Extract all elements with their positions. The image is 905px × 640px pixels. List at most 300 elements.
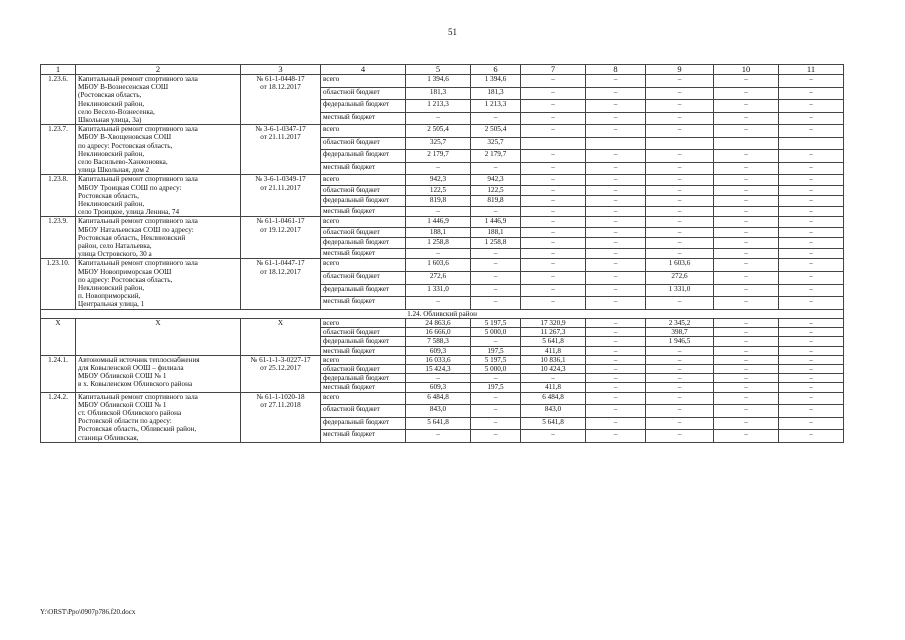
amount-cell: – <box>779 150 844 163</box>
document-ref <box>241 125 321 175</box>
amount-cell: 1 446,9 <box>406 217 471 228</box>
document-ref-line: № 61-1-0448-17 <box>256 75 305 83</box>
amount-cell: 1 603,6 <box>406 259 471 272</box>
amount-cell: – <box>779 284 844 297</box>
funding-source: местный бюджет <box>321 112 406 125</box>
amount-cell: – <box>714 284 779 297</box>
item-number <box>41 355 76 392</box>
funding-source: федеральный бюджет <box>321 150 406 163</box>
amount-cell: 2 179,7 <box>471 150 521 163</box>
amount-cell: – <box>646 392 714 405</box>
document-ref <box>241 392 321 442</box>
amount-cell: 609,3 <box>406 383 471 392</box>
funding-source: всего <box>321 75 406 88</box>
amount-cell: – <box>779 185 844 196</box>
amount-cell: – <box>714 259 779 272</box>
table-row <box>41 355 844 364</box>
amount-cell: – <box>586 430 646 443</box>
amount-cell: 2 505,4 <box>471 125 521 138</box>
item-number <box>41 125 76 175</box>
table-row <box>41 259 844 272</box>
amount-cell: – <box>586 175 646 186</box>
description-line: Неклиновский район, <box>78 200 145 209</box>
item-number <box>41 259 76 309</box>
funding-source: федеральный бюджет <box>321 417 406 430</box>
amount-cell: 843,0 <box>406 405 471 418</box>
amount-cell: – <box>521 284 586 297</box>
amount-cell: – <box>779 355 844 364</box>
amount-cell: 411,8 <box>521 383 586 392</box>
funding-source: областной бюджет <box>321 227 406 238</box>
amount-cell: – <box>714 297 779 310</box>
document-ref-line: № 61-1-1-3-0227-17 <box>250 355 311 364</box>
amount-cell: 1 331,0 <box>406 284 471 297</box>
amount-cell: – <box>779 196 844 207</box>
column-number: 10 <box>714 65 779 75</box>
amount-cell: – <box>471 259 521 272</box>
amount-cell: – <box>779 364 844 373</box>
amount-cell: – <box>586 125 646 138</box>
column-number: 5 <box>406 65 471 75</box>
amount-cell: – <box>586 355 646 364</box>
item-description <box>76 318 241 355</box>
amount-cell: – <box>779 162 844 175</box>
description-line: Неклиновский район, <box>78 99 145 108</box>
description-line: Автономный источник теплоснабжения <box>78 355 200 364</box>
description-line: МБОУ Натальевская СОШ по адресу: <box>78 225 194 234</box>
funding-source: федеральный бюджет <box>321 374 406 383</box>
amount-cell: – <box>471 206 521 217</box>
funding-source: областной бюджет <box>321 405 406 418</box>
column-number: 8 <box>586 65 646 75</box>
amount-cell: – <box>586 75 646 88</box>
amount-cell: – <box>586 392 646 405</box>
item-number-text: Х <box>55 318 61 327</box>
amount-cell: 1 946,5 <box>646 337 714 346</box>
amount-cell: – <box>406 374 471 383</box>
section-title: 1.24. Обливский район <box>41 309 844 318</box>
amount-cell: – <box>646 346 714 355</box>
funding-source: областной бюджет <box>321 137 406 150</box>
amount-cell: 181,3 <box>471 87 521 100</box>
amount-cell: – <box>714 238 779 249</box>
amount-cell: – <box>521 185 586 196</box>
amount-cell: – <box>779 125 844 138</box>
description-line: Ростовская область, Обливский район, <box>78 425 197 434</box>
amount-cell: – <box>586 383 646 392</box>
description-line: Х <box>155 318 161 327</box>
document-ref-line: от 21.11.2017 <box>260 133 301 142</box>
description-line: Школьная улица, 3а) <box>78 116 142 125</box>
amount-cell: – <box>714 150 779 163</box>
amount-cell: – <box>521 248 586 259</box>
amount-cell: – <box>714 125 779 138</box>
amount-cell <box>586 137 646 150</box>
amount-cell: – <box>586 417 646 430</box>
funding-source: местный бюджет <box>321 383 406 392</box>
item-description <box>76 355 241 392</box>
amount-cell: – <box>646 248 714 259</box>
funding-source: всего <box>321 392 406 405</box>
description-line: в х. Ковыленском Обливского района <box>78 380 193 389</box>
column-number: 1 <box>41 65 76 75</box>
column-number: 9 <box>646 65 714 75</box>
amount-cell: – <box>779 417 844 430</box>
amount-cell: – <box>586 328 646 337</box>
amount-cell: – <box>714 75 779 88</box>
amount-cell: – <box>471 297 521 310</box>
amount-cell: – <box>646 417 714 430</box>
description-line: по адресу: Ростовская область, <box>78 275 173 284</box>
description-line: МБОУ Новоприморская ООШ <box>78 267 172 276</box>
amount-cell: – <box>779 217 844 228</box>
amount-cell: – <box>521 150 586 163</box>
amount-cell: 819,8 <box>471 196 521 207</box>
amount-cell: – <box>471 405 521 418</box>
funding-source: местный бюджет <box>321 346 406 355</box>
document-ref-line: № 3-6-1-0349-17 <box>255 175 306 184</box>
description-line: МБОУ В-Хвощеновская СОШ <box>78 133 172 142</box>
amount-cell <box>714 137 779 150</box>
section-row <box>41 309 844 318</box>
amount-cell: – <box>471 162 521 175</box>
amount-cell: – <box>586 206 646 217</box>
document-ref <box>241 217 321 259</box>
column-number: 4 <box>321 65 406 75</box>
document-ref-line: № 61-1-0447-17 <box>256 259 305 268</box>
amount-cell: – <box>586 284 646 297</box>
description-line: район, село Натальевка, <box>78 242 152 251</box>
amount-cell: 11 267,3 <box>521 328 586 337</box>
amount-cell: – <box>714 355 779 364</box>
description-line: Ростовская область, Неклиновский <box>78 233 186 242</box>
amount-cell: – <box>471 430 521 443</box>
funding-source: федеральный бюджет <box>321 238 406 249</box>
description-line: Капитальный ремонт спортивного зала <box>78 125 198 134</box>
amount-cell: – <box>646 430 714 443</box>
amount-cell: – <box>779 112 844 125</box>
document-ref <box>241 355 321 392</box>
amount-cell: – <box>521 112 586 125</box>
amount-cell: 398,7 <box>646 328 714 337</box>
amount-cell: – <box>586 272 646 285</box>
document-ref-line: от 18.12.2017 <box>260 267 301 276</box>
description-line: Капитальный ремонт спортивного зала <box>78 175 198 184</box>
funding-source: областной бюджет <box>321 272 406 285</box>
item-description <box>76 175 241 217</box>
amount-cell: – <box>646 206 714 217</box>
amount-cell: 1 446,9 <box>471 217 521 228</box>
funding-source: местный бюджет <box>321 297 406 310</box>
amount-cell: – <box>521 430 586 443</box>
amount-cell: 843,0 <box>521 405 586 418</box>
amount-cell: 10 424,3 <box>521 364 586 373</box>
amount-cell: – <box>471 248 521 259</box>
item-number-text: 1.24.1. <box>48 355 68 364</box>
funding-source: федеральный бюджет <box>321 337 406 346</box>
item-description <box>76 392 241 442</box>
amount-cell: – <box>779 206 844 217</box>
funding-source: областной бюджет <box>321 87 406 100</box>
amount-cell: – <box>779 297 844 310</box>
amount-cell: 1 258,8 <box>406 238 471 249</box>
amount-cell: – <box>779 248 844 259</box>
amount-cell: 272,6 <box>406 272 471 285</box>
amount-cell: – <box>646 364 714 373</box>
document-ref-line: от 25.12.2017 <box>260 363 301 372</box>
description-line: ст. Обливской Обливского района <box>78 408 182 417</box>
amount-cell: – <box>714 100 779 113</box>
item-description <box>76 125 241 175</box>
amount-cell: – <box>521 227 586 238</box>
amount-cell: – <box>714 87 779 100</box>
amount-cell: 1 258,8 <box>471 238 521 249</box>
item-number-text: 1.24.2. <box>48 392 68 401</box>
amount-cell: 181,3 <box>406 87 471 100</box>
amount-cell: – <box>406 430 471 443</box>
funding-source: местный бюджет <box>321 248 406 259</box>
amount-cell: – <box>586 297 646 310</box>
amount-cell: 5 641,8 <box>521 417 586 430</box>
column-number: 11 <box>779 65 844 75</box>
document-ref-line: № 61-1-0461-17 <box>256 217 305 226</box>
column-number: 3 <box>241 65 321 75</box>
amount-cell: – <box>521 175 586 186</box>
amount-cell: – <box>521 125 586 138</box>
amount-cell: 1 394,6 <box>471 75 521 88</box>
amount-cell: – <box>521 238 586 249</box>
document-ref-line: от 19.12.2017 <box>260 225 301 234</box>
description-line: Капитальный ремонт спортивного зала <box>78 259 198 268</box>
column-numbers-row <box>41 65 844 75</box>
document-ref <box>241 175 321 217</box>
amount-cell: – <box>646 175 714 186</box>
item-number <box>41 175 76 217</box>
description-line: Капитальный ремонт спортивного зала <box>78 75 198 83</box>
amount-cell: – <box>471 392 521 405</box>
item-number-text: 1.23.9. <box>48 217 68 226</box>
amount-cell: – <box>646 383 714 392</box>
amount-cell: – <box>521 272 586 285</box>
item-number <box>41 75 76 125</box>
amount-cell: – <box>586 112 646 125</box>
budget-table <box>40 64 844 443</box>
amount-cell: – <box>779 328 844 337</box>
amount-cell: – <box>779 405 844 418</box>
amount-cell: – <box>779 318 844 327</box>
amount-cell: 325,7 <box>471 137 521 150</box>
item-description <box>76 217 241 259</box>
description-line: Неклиновский район, <box>78 149 145 158</box>
amount-cell: – <box>779 175 844 186</box>
table-row <box>41 217 844 228</box>
amount-cell: – <box>714 318 779 327</box>
amount-cell: – <box>586 162 646 175</box>
amount-cell: – <box>714 175 779 186</box>
amount-cell: – <box>646 112 714 125</box>
amount-cell: 942,3 <box>471 175 521 186</box>
amount-cell: – <box>714 405 779 418</box>
table-row <box>41 318 844 327</box>
amount-cell: 5 000,0 <box>471 328 521 337</box>
amount-cell: – <box>586 374 646 383</box>
amount-cell <box>646 137 714 150</box>
amount-cell: 1 213,3 <box>471 100 521 113</box>
description-line: село Васильево-Ханжоновка, <box>78 158 168 167</box>
amount-cell: 5 197,5 <box>471 318 521 327</box>
item-number <box>41 217 76 259</box>
amount-cell: – <box>586 405 646 418</box>
column-number: 2 <box>76 65 241 75</box>
description-line: Неклиновский район, <box>78 284 145 293</box>
amount-cell: – <box>779 346 844 355</box>
description-line: по адресу: Ростовская область, <box>78 141 173 150</box>
amount-cell: – <box>714 328 779 337</box>
amount-cell: – <box>714 217 779 228</box>
amount-cell: – <box>646 227 714 238</box>
column-number: 6 <box>471 65 521 75</box>
amount-cell: – <box>521 87 586 100</box>
file-path-footer: Y:\ORST\Ppo\0907p786.f20.docx <box>40 608 136 616</box>
document-ref-line: Х <box>277 318 284 327</box>
amount-cell: – <box>779 392 844 405</box>
amount-cell: – <box>521 206 586 217</box>
funding-source: всего <box>321 318 406 327</box>
item-number-text: 1.23.6. <box>48 75 68 83</box>
funding-source: федеральный бюджет <box>321 284 406 297</box>
amount-cell: – <box>521 297 586 310</box>
amount-cell: – <box>586 318 646 327</box>
amount-cell: – <box>586 248 646 259</box>
amount-cell: – <box>646 125 714 138</box>
funding-source: федеральный бюджет <box>321 100 406 113</box>
item-description <box>76 75 241 125</box>
table-row <box>41 75 844 88</box>
document-ref-line: от 18.12.2017 <box>260 83 301 92</box>
funding-source: областной бюджет <box>321 364 406 373</box>
amount-cell: 325,7 <box>406 137 471 150</box>
description-line: п. Новоприморский, <box>78 292 141 301</box>
amount-cell: 2 345,2 <box>646 318 714 327</box>
amount-cell: – <box>714 383 779 392</box>
amount-cell: – <box>586 337 646 346</box>
funding-source: областной бюджет <box>321 328 406 337</box>
amount-cell: – <box>646 374 714 383</box>
amount-cell: 1 394,6 <box>406 75 471 88</box>
amount-cell: – <box>779 75 844 88</box>
item-number <box>41 392 76 442</box>
amount-cell: 188,1 <box>406 227 471 238</box>
amount-cell <box>521 137 586 150</box>
item-number-text: 1.23.7. <box>48 125 68 134</box>
amount-cell: – <box>406 206 471 217</box>
amount-cell: 942,3 <box>406 175 471 186</box>
amount-cell: – <box>586 259 646 272</box>
page-number: 51 <box>448 27 457 37</box>
funding-source: всего <box>321 175 406 186</box>
description-line: МБОУ В-Вознесенская СОШ <box>78 83 169 92</box>
description-line: (Ростовская область, <box>78 91 142 100</box>
amount-cell: – <box>714 337 779 346</box>
amount-cell: – <box>779 100 844 113</box>
amount-cell: 6 484,8 <box>406 392 471 405</box>
amount-cell: – <box>779 259 844 272</box>
amount-cell: – <box>586 196 646 207</box>
amount-cell: – <box>586 150 646 163</box>
description-line: село Весело-Вознесенка, <box>78 107 155 116</box>
amount-cell: – <box>779 87 844 100</box>
amount-cell: 5 641,8 <box>406 417 471 430</box>
funding-source: местный бюджет <box>321 206 406 217</box>
funding-source: местный бюджет <box>321 162 406 175</box>
amount-cell: – <box>586 87 646 100</box>
amount-cell: 5 000,0 <box>471 364 521 373</box>
description-line: для Ковыленской ООШ – филиала <box>78 363 184 372</box>
amount-cell: 1 213,3 <box>406 100 471 113</box>
table-row <box>41 175 844 186</box>
amount-cell: 1 603,6 <box>646 259 714 272</box>
amount-cell: – <box>714 112 779 125</box>
amount-cell: – <box>714 364 779 373</box>
description-line: Ростовская область, <box>78 191 139 200</box>
amount-cell: 411,8 <box>521 346 586 355</box>
amount-cell: 122,5 <box>471 185 521 196</box>
amount-cell: – <box>521 374 586 383</box>
amount-cell: – <box>646 150 714 163</box>
amount-cell: – <box>646 297 714 310</box>
amount-cell: – <box>406 162 471 175</box>
amount-cell: 1 331,0 <box>646 284 714 297</box>
amount-cell: 197,5 <box>471 346 521 355</box>
description-line: МБОУ Обливской СОШ № 1 <box>78 400 167 409</box>
amount-cell: – <box>471 272 521 285</box>
amount-cell: – <box>521 162 586 175</box>
funding-source: всего <box>321 217 406 228</box>
amount-cell: – <box>714 430 779 443</box>
document-ref <box>241 318 321 355</box>
amount-cell: – <box>521 75 586 88</box>
amount-cell: 10 836,1 <box>521 355 586 364</box>
amount-cell: – <box>521 100 586 113</box>
amount-cell: 7 588,3 <box>406 337 471 346</box>
item-number <box>41 318 76 355</box>
table-row <box>41 392 844 405</box>
amount-cell: – <box>779 272 844 285</box>
amount-cell: 6 484,8 <box>521 392 586 405</box>
amount-cell: – <box>714 392 779 405</box>
amount-cell: 16 666,0 <box>406 328 471 337</box>
document-ref-line: № 3-6-1-0347-17 <box>255 125 306 134</box>
amount-cell: – <box>646 196 714 207</box>
description-line: станица Обливская, <box>78 433 139 442</box>
amount-cell: 16 033,6 <box>406 355 471 364</box>
amount-cell: – <box>714 196 779 207</box>
amount-cell: – <box>646 75 714 88</box>
amount-cell: – <box>406 112 471 125</box>
amount-cell: – <box>521 259 586 272</box>
amount-cell: – <box>406 248 471 259</box>
description-line: улица Островского, 30 а <box>78 250 152 259</box>
description-line: Капитальный ремонт спортивного зала <box>78 217 198 226</box>
amount-cell: – <box>471 284 521 297</box>
item-description <box>76 259 241 309</box>
amount-cell: 188,1 <box>471 227 521 238</box>
document-ref <box>241 75 321 125</box>
amount-cell: – <box>646 100 714 113</box>
amount-cell: – <box>586 185 646 196</box>
document-ref-line: от 27.11.2018 <box>260 400 301 409</box>
amount-cell: 15 424,3 <box>406 364 471 373</box>
